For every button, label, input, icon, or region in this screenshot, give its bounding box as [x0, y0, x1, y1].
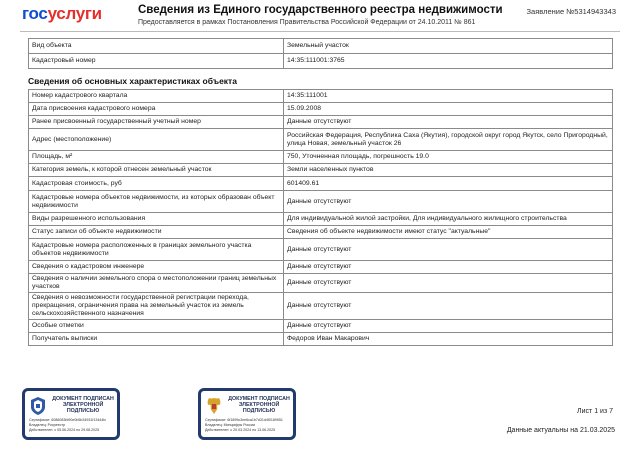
table-row — [29, 151, 613, 164]
characteristics-table — [28, 89, 613, 346]
row-value: Данные отсутствуют — [284, 274, 613, 293]
table-row — [29, 177, 613, 191]
row-key: Сведения о наличии земельного спора о местоположении границ земельных участков — [29, 274, 284, 293]
row-key: Получатель выписки — [29, 333, 284, 346]
document-title: Сведения из Единого государственного реестра недвижимости — [138, 4, 503, 16]
table-row — [29, 293, 613, 320]
table-row — [29, 261, 613, 274]
row-value: Земли населенных пунктов — [284, 164, 613, 177]
row-value: 601409.61 — [284, 177, 613, 191]
row-key: Номер кадастрового квартала — [29, 90, 284, 103]
section-title: Сведения об основных характеристиках объекта — [28, 76, 237, 86]
row-value: Данные отсутствуют — [284, 239, 613, 261]
stamp-owner: Владелец: Минцифры России — [205, 423, 256, 427]
row-value: Сведения об объекте недвижимости имеют статус "актуальные" — [284, 226, 613, 239]
table-row — [29, 129, 613, 151]
object-table — [28, 38, 613, 69]
row-key: Дата присвоения кадастрового номера — [29, 103, 284, 116]
row-key: Вид объекта — [29, 39, 284, 54]
statement-number: Заявление №5314943343 — [526, 7, 616, 16]
document-header — [0, 0, 640, 30]
row-value: Российская Федерация, Республика Саха (Якутия), городской округ город Якутск, село Пригородный, улица Новая, земельный участок 26 — [284, 129, 613, 151]
table-row — [29, 54, 613, 69]
document-subtitle: Предоставляется в рамках Постановления Правительства Российской Федерации от 24.10.2011 № 861 — [138, 19, 476, 26]
row-key: Адрес (местоположение) — [29, 129, 284, 151]
stamp-heading: ДОКУМЕНТ ПОДПИСАН ЭЛЕКТРОННОЙ ПОДПИСЬЮ — [52, 396, 114, 414]
table-row — [29, 164, 613, 177]
actuality-date: Данные актуальны на 21.03.2025 — [506, 427, 615, 434]
table-row — [29, 213, 613, 226]
stamp-validity: Действителен: с 05.06.2024 по 29.08.2025 — [29, 428, 100, 432]
table-row — [29, 320, 613, 333]
russian-coat-of-arms-icon — [205, 396, 223, 416]
signature-stamp — [22, 388, 120, 440]
row-value: 750, Уточненная площадь, погрешность 19.0 — [284, 151, 613, 164]
row-key: Виды разрешенного использования — [29, 213, 284, 226]
row-value: 15.09.2008 — [284, 103, 613, 116]
row-key: Кадастровый номер — [29, 54, 284, 69]
row-value: Данные отсутствуют — [284, 293, 613, 320]
row-value: Данные отсутствуют — [284, 261, 613, 274]
stamp-validity: Действителен: с 20.03.2024 по 13.06.2025 — [205, 428, 276, 432]
row-key: Кадастровые номера объектов недвижимости, из которых образован объект недвижимости — [29, 191, 284, 213]
table-row — [29, 103, 613, 116]
table-row — [29, 191, 613, 213]
row-key: Статус записи об объекте недвижимости — [29, 226, 284, 239]
row-key: Ранее присвоенный государственный учетный номер — [29, 116, 284, 129]
row-key: Кадастровая стоимость, руб — [29, 177, 284, 191]
row-key: Особые отметки — [29, 320, 284, 333]
stamp-heading: ДОКУМЕНТ ПОДПИСАН ЭЛЕКТРОННОЙ ПОДПИСЬЮ — [228, 396, 290, 414]
table-row — [29, 239, 613, 261]
row-key: Сведения о невозможности государственной регистрации перехода, прекращения, ограничения права на земельный участок из земель сельскохозяйственного назначения — [29, 293, 284, 320]
row-key: Кадастровые номера расположенных в границах земельного участка объектов недвижимости — [29, 239, 284, 261]
row-value: Федоров Иван Макарович — [284, 333, 613, 346]
table-row — [29, 333, 613, 346]
header-divider — [20, 31, 620, 32]
rosreestr-emblem-icon — [29, 396, 47, 416]
table-row — [29, 116, 613, 129]
row-value: Данные отсутствуют — [284, 191, 613, 213]
table-row — [29, 39, 613, 54]
row-value: Для индивидуальной жилой застройки, Для индивидуального жилищного строительства — [284, 213, 613, 226]
row-key: Площадь, м² — [29, 151, 284, 164]
gosuslugi-logo[interactable]: госуслуги — [22, 4, 102, 23]
row-key: Сведения о кадастровом инженере — [29, 261, 284, 274]
row-value: Данные отсутствуют — [284, 320, 613, 333]
stamp-owner: Владелец: Росреестр — [29, 423, 66, 427]
table-row — [29, 90, 613, 103]
row-value: 14:35:111001:3765 — [284, 54, 613, 69]
row-value: Данные отсутствуют — [284, 116, 613, 129]
stamp-certificate: Сертификат: 6086083fd90e0b5b34931f13444fc — [29, 418, 107, 422]
table-row — [29, 274, 613, 293]
stamp-certificate: Сертификат: 6f1899c3ee6ca1b7d31d4f0189551 — [205, 418, 283, 422]
row-key: Категория земель, к которой отнесен земельный участок — [29, 164, 284, 177]
row-value: Земельный участок — [284, 39, 613, 54]
page-counter: Лист 1 из 7 — [577, 408, 613, 415]
row-value: 14:35:111001 — [284, 90, 613, 103]
signature-stamp — [198, 388, 296, 440]
table-row — [29, 226, 613, 239]
